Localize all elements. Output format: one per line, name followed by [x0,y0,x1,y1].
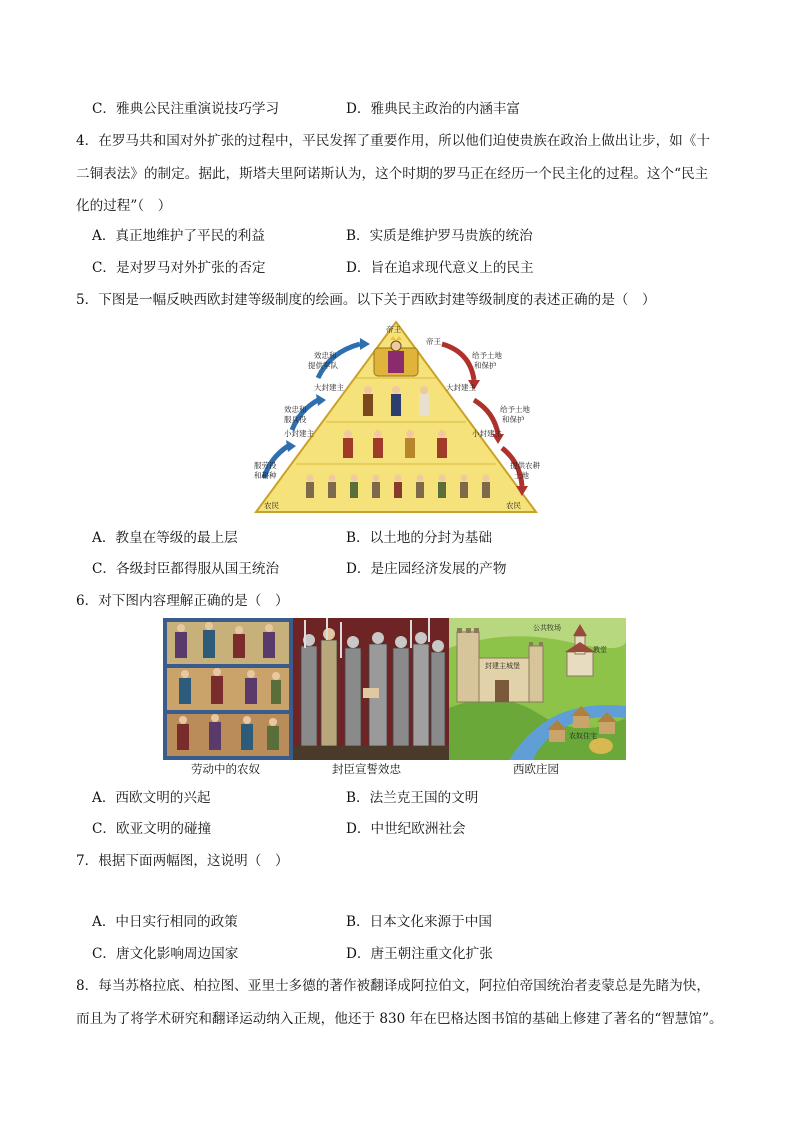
right-arrow-1-line1: 给予土地 [472,351,502,360]
caption-serfs: 劳动中的农奴 [191,762,260,776]
right-arrow-3-line2: 土地 [514,471,529,480]
left-arrow-3-line1: 服劳役 [254,461,277,470]
q6-option-c: C．欧亚文明的碰撞 [92,821,212,837]
label-king-top: 帝王 [386,325,401,334]
q7-option-d: D．唐王朝注重文化扩张 [346,946,493,962]
right-arrow-2-line1: 给予土地 [500,405,530,414]
q7-option-b: B．日本文化来源于中国 [346,914,492,930]
q7-stem-line1: 7．根据下面两幅图，这说明（ ） [76,853,289,869]
q4-option-d: D．旨在追求现代意义上的民主 [346,260,534,276]
left-arrow-3-line2: 和耕种 [254,471,277,480]
q4-stem-line2: 二铜表法》的制定。据此，斯塔夫里阿诺斯认为，这个时期的罗马正在经历一个民主化的过程。这个“民主 [76,166,709,182]
q5-stem-line1: 5．下图是一幅反映西欧封建等级制度的绘画。以下关于西欧封建等级制度的表述正确的是（ ） [76,292,656,308]
manor-label-pasture: 公共牧场 [533,624,561,632]
q3-option-c: C．雅典公民注重演说技巧学习 [92,101,280,117]
image-manor [449,618,626,760]
manor-label-church: 教堂 [593,646,607,654]
left-arrow-2-line1: 效忠和 [284,405,307,414]
label-right-peasant: 农民 [506,501,521,510]
q7-option-a: A．中日实行相同的政策 [92,914,238,930]
q4-option-c: C．是对罗马对外扩张的否定 [92,260,266,276]
q4-option-a: A．真正地维护了平民的利益 [92,228,265,244]
label-right-great-lord: 大封建主 [446,383,476,392]
right-arrow-1-line2: 和保护 [474,361,497,370]
q6-option-a: A．西欧文明的兴起 [92,790,211,806]
image-serfs-at-work [163,618,293,760]
q4-option-b: B．实质是维护罗马贵族的统治 [346,228,533,244]
manor-label-castle: 封建主城堡 [485,662,520,670]
label-right-king: 帝王 [426,337,441,346]
peasants-figures [306,475,490,499]
q6-option-b: B．法兰克王国的文明 [346,790,479,806]
manor-label-houses: 农奴住宅 [569,732,597,740]
left-arrow-1-line1: 效忠和 [314,351,337,360]
right-arrow-3-line1: 提供农耕 [510,461,540,470]
q6-stem-line1: 6．对下图内容理解正确的是（ ） [76,593,289,609]
caption-vassal-oath: 封臣宣誓效忠 [332,762,401,776]
q4-stem-line3: 化的过程”（ ） [76,198,172,214]
q5-option-c: C．各级封臣都得服从国王统治 [92,561,280,577]
caption-manor: 西欧庄园 [513,762,559,776]
right-arrow-2-line2: 和保护 [502,415,525,424]
label-left-lesser-lord: 小封建主 [284,429,314,438]
q3-option-d: D．雅典民主政治的内涵丰富 [346,101,521,117]
q5-option-d: D．是庄园经济发展的产物 [346,561,507,577]
label-left-great-lord: 大封建主 [314,383,344,392]
q8-stem-line1: 8．每当苏格拉底、柏拉图、亚里士多德的著作被翻译成阿拉伯文，阿拉伯帝国统治者麦蒙总是先睹为快， [76,978,710,994]
q7-option-c: C．唐文化影响周边国家 [92,946,239,962]
q5-option-b: B．以土地的分封为基础 [346,530,492,546]
q5-option-a: A．教皇在等级的最上层 [92,530,238,546]
left-arrow-1-line2: 提供军队 [308,361,338,370]
q4-stem-line1: 4．在罗马共和国对外扩张的过程中，平民发挥了重要作用，所以他们迫使贵族在政治上做出让步，如《十 [76,133,710,149]
q8-stem-line2: 而且为了将学术研究和翻译运动纳入正规，他还于 830 年在巴格达图书馆的基础上修建了著名的“智慧馆”。 [76,1011,723,1027]
label-left-peasant: 农民 [264,501,279,510]
q6-option-d: D．中世纪欧洲社会 [346,821,466,837]
feudal-pyramid-svg [248,318,544,514]
left-arrow-2-line2: 服兵役 [284,415,307,424]
feudal-hierarchy-figure [248,318,544,514]
label-right-lesser-lord: 小封建主 [472,429,502,438]
image-vassal-oath [293,618,449,760]
